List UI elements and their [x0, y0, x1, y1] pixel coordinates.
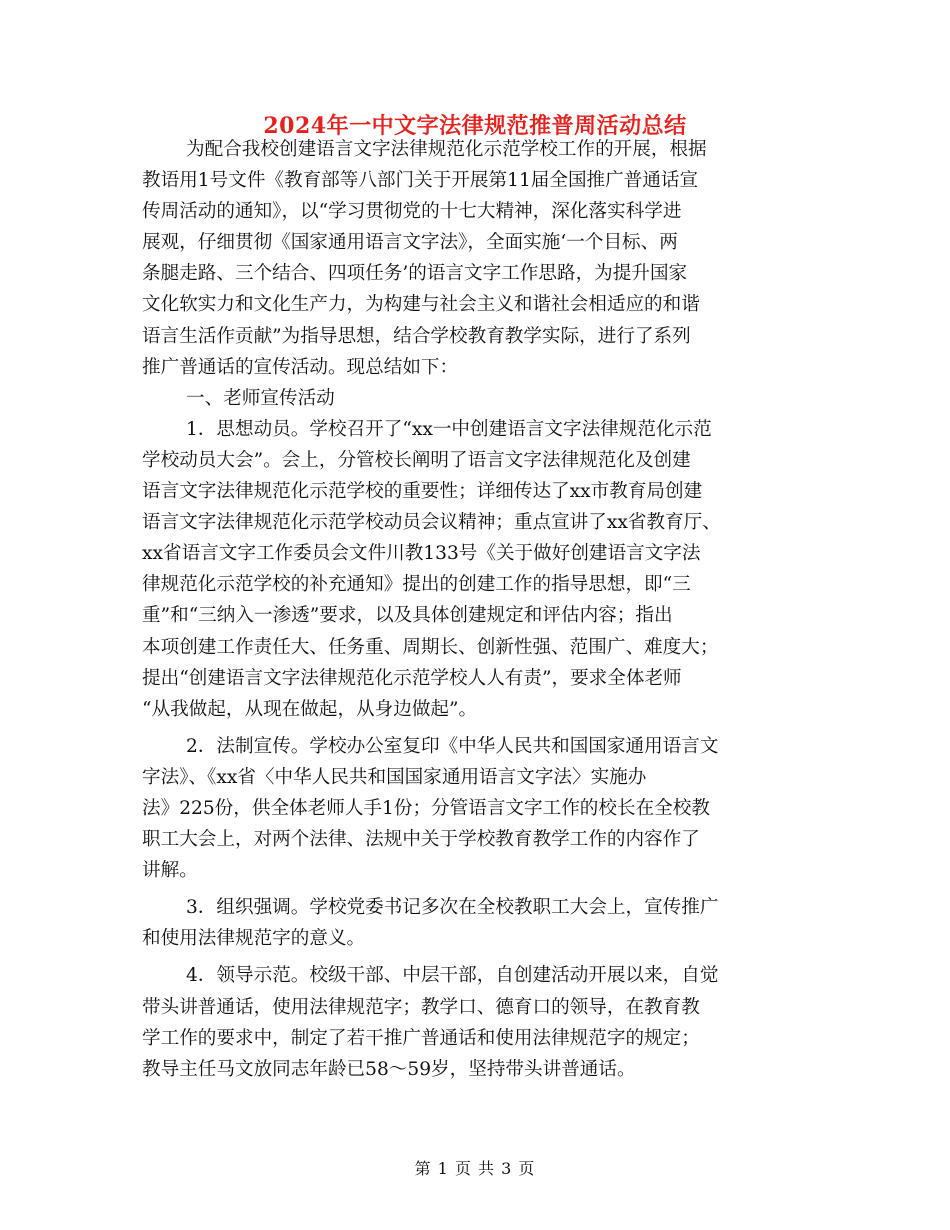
body-line: 为配合我校创建语言文字法律规范化示范学校工作的开展，根据: [186, 139, 707, 160]
body-line: “从我做起，从现在做起，从身边做起”。: [142, 698, 478, 720]
body-line: 教语用1号文件《教育部等八部门关于开展第11届全国推广普通话宣: [142, 170, 699, 192]
body-line: 学校动员大会”。会上，分管校长阐明了语言文字法律规范化及创建: [142, 449, 691, 471]
body-line: 语言生活作贡献”为指导思想，结合学校教育教学实际，进行了系列: [142, 325, 691, 347]
body-line: 3．组织强调。学校党委书记多次在全校教职工大会上，宣传推广: [186, 897, 719, 919]
body-line: 展观，仔细贯彻《国家通用语言文字法》，全面实施‘一个目标、两: [142, 232, 678, 254]
document-title: 2024年一中文字法律规范推普周活动总结: [263, 113, 687, 139]
body-line: 条腿走路、三个结合、四项任务’的语言文字工作思路，为提升国家: [142, 263, 688, 285]
body-line: 提出“创建语言文字法律规范化示范学校人人有责”，要求全体老师: [142, 667, 682, 689]
body-line: 和使用法律规范字的意义。: [142, 928, 366, 950]
body-line: 讲解。: [142, 860, 198, 882]
section-heading: 一、老师宣传活动: [186, 387, 335, 409]
body-line: 2．法制宣传。学校办公室复印《中华人民共和国国家通用语言文: [186, 735, 719, 757]
body-line: 字法》、《xx省〈中华人民共和国国家通用语言文字法〉实施办: [142, 766, 647, 788]
body-line: 4．领导示范。校级干部、中层干部，自创建活动开展以来，自觉: [186, 965, 719, 987]
body-line: 职工大会上，对两个法律、法规中关于学校教育教学工作的内容作了: [142, 829, 700, 851]
body-line: xx省语言文字工作委员会文件川教133号《关于做好创建语言文字法: [142, 543, 701, 565]
body-line: 法》225份，供全体老师人手1份；分管语言文字工作的校长在全校教: [142, 797, 710, 819]
body-line: 律规范化示范学校的补充通知》提出的创建工作的指导思想，即“三: [142, 574, 691, 596]
body-line: 推广普通话的宣传活动。现总结如下：: [142, 356, 459, 378]
body-line: 传周活动的通知》，以“学习贯彻党的十七大精神，深化落实科学进: [142, 201, 682, 223]
body-line: 语言文字法律规范化示范学校动员会议精神；重点宣讲了xx省教育厅、: [142, 512, 721, 534]
document-body: [142, 134, 817, 1085]
page-number: 第 1 页 共 3 页: [414, 1159, 536, 1178]
body-line: 重”和“三纳入一渗透”要求，以及具体创建规定和评估内容；指出: [142, 605, 673, 627]
body-line: 语言文字法律规范化示范学校的重要性；详细传达了xx市教育局创建: [142, 481, 703, 503]
body-line: 1．思想动员。学校召开了“xx一中创建语言文字法律规范化示范: [186, 418, 712, 440]
body-line: 文化软实力和文化生产力，为构建与社会主义和谐社会相适应的和谐: [142, 294, 700, 316]
body-line: 教导主任马文放同志年龄已58～59岁，坚持带头讲普通话。: [142, 1058, 636, 1080]
body-line: 带头讲普通话，使用法律规范字；教学口、德育口的领导，在教育教: [142, 996, 700, 1018]
body-line: 本项创建工作责任大、任务重、周期长、创新性强、范围广、难度大；: [142, 636, 719, 658]
body-line: 学工作的要求中，制定了若干推广普通话和使用法律规范字的规定；: [142, 1027, 700, 1049]
